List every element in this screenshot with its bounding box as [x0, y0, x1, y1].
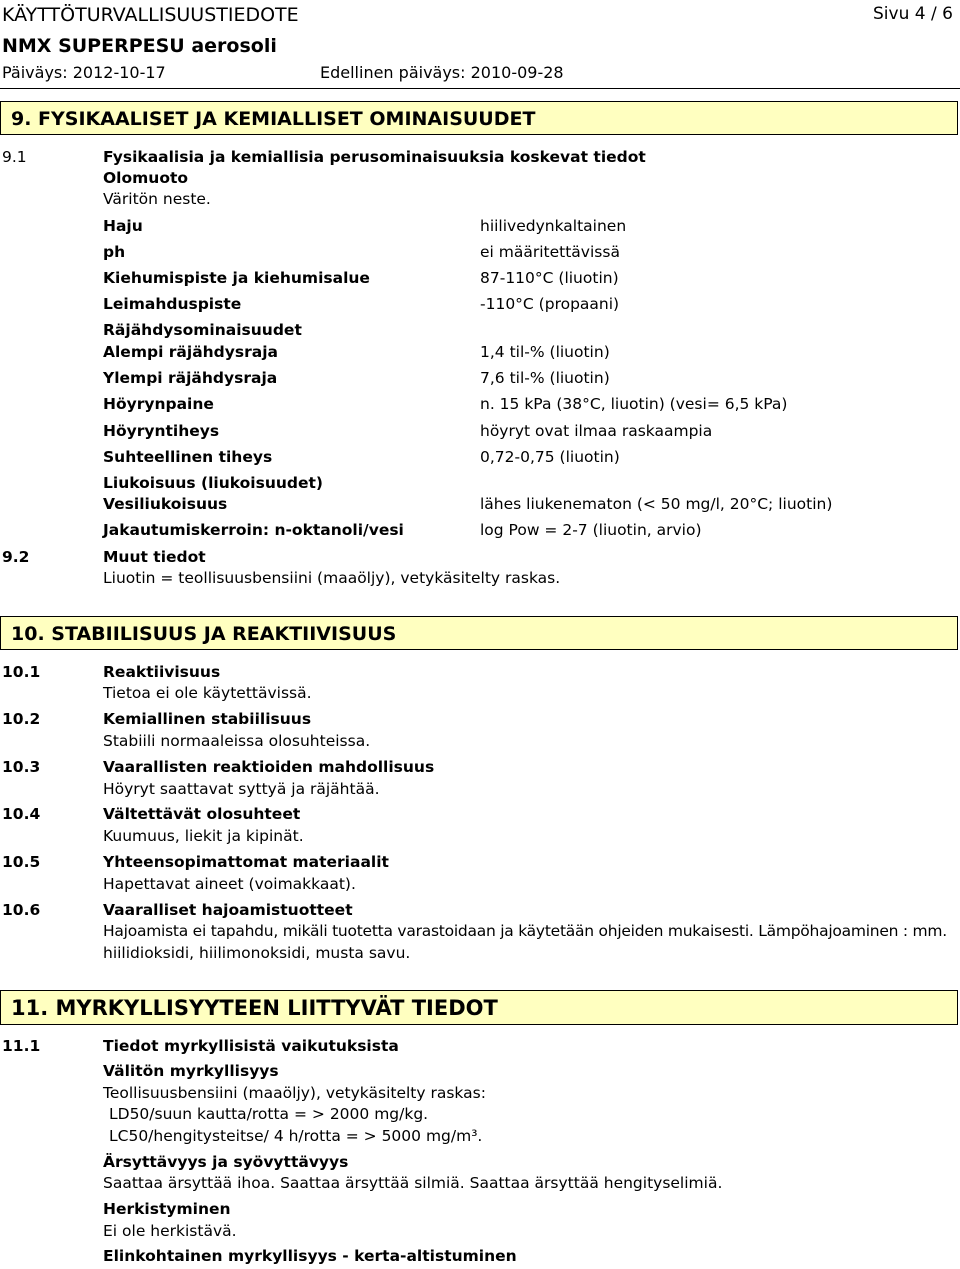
page-number: Sivu 4 / 6: [873, 4, 953, 24]
subsection-text: Hajoamista ei tapahdu, mikäli tuotetta varastoidaan ja käytetään ohjeiden mukaisesti. Lämpöhajoaminen : mm.: [103, 922, 947, 940]
header-divider: [0, 88, 960, 89]
prop-value: 1,4 til-% (liuotin): [480, 343, 610, 361]
sensitization-text: Ei ole herkistävä.: [103, 1222, 237, 1240]
prop-value: hiilivedynkaltainen: [480, 217, 627, 235]
prop-label: Jakautumiskerroin: n-oktanoli/vesi: [103, 521, 404, 539]
subsection-text: Tietoa ei ole käytettävissä.: [103, 684, 312, 702]
acute-toxicity-line: LC50/hengitysteitse/ 4 h/rotta = > 5000 mg/m³.: [109, 1127, 483, 1145]
sensitization-title: Herkistyminen: [103, 1200, 231, 1218]
subsection-title: Fysikaalisia ja kemiallisia perusominaisuuksia koskevat tiedot: [103, 148, 646, 166]
section-number: 10.1: [2, 663, 41, 681]
appearance-value: Väritön neste.: [103, 190, 211, 208]
section-10-heading: 10. STABIILISUUS JA REAKTIIVISUUS: [0, 616, 958, 650]
prop-label: Höyrynpaine: [103, 395, 214, 413]
subsection-title: Vaarallisten reaktioiden mahdollisuus: [103, 758, 435, 776]
subsection-title: Muut tiedot: [103, 548, 206, 566]
section-number: 10.4: [2, 805, 41, 823]
subsection-title: Tiedot myrkyllisistä vaikutuksista: [103, 1037, 399, 1055]
prop-label: ph: [103, 243, 126, 261]
acute-toxicity-line: Teollisuusbensiini (maaöljy), vetykäsitelty raskas:: [103, 1084, 486, 1102]
subsection-title: Vaaralliset hajoamistuotteet: [103, 901, 353, 919]
prop-label: Haju: [103, 217, 143, 235]
subsection-text-continued: hiilidioksidi, hiilimonoksidi, musta savu.: [103, 944, 411, 962]
other-info-text: Liuotin = teollisuusbensiini (maaöljy), vetykäsitelty raskas.: [103, 569, 561, 587]
section-number: 10.2: [2, 710, 41, 728]
irritation-title: Ärsyttävyys ja syövyttävyys: [103, 1153, 349, 1171]
subsection-title: Vältettävät olosuhteet: [103, 805, 301, 823]
appearance-label: Olomuoto: [103, 169, 189, 187]
prop-label: Alempi räjähdysraja: [103, 343, 278, 361]
prop-label: Vesiliukoisuus: [103, 495, 228, 513]
subsection-title: Kemiallinen stabiilisuus: [103, 710, 312, 728]
prop-label: Ylempi räjähdysraja: [103, 369, 278, 387]
prop-value: n. 15 kPa (38°C, liuotin) (vesi= 6,5 kPa): [480, 395, 788, 413]
section-11-heading: 11. MYRKYLLISYYTEEN LIITTYVÄT TIEDOT: [0, 990, 958, 1025]
product-name: NMX SUPERPESU aerosoli: [2, 35, 277, 57]
prop-value: -110°C (propaani): [480, 295, 620, 313]
section-number: 9.1: [2, 148, 27, 166]
subsection-text: Höyryt saattavat syttyä ja räjähtää.: [103, 780, 380, 798]
prop-value: 0,72-0,75 (liuotin): [480, 448, 620, 466]
prop-value: höyryt ovat ilmaa raskaampia: [480, 422, 713, 440]
section-number: 10.3: [2, 758, 41, 776]
prop-value: 87-110°C (liuotin): [480, 269, 619, 287]
subsection-text: Kuumuus, liekit ja kipinät.: [103, 827, 304, 845]
prop-label: Liukoisuus (liukoisuudet): [103, 474, 323, 492]
stot-title: Elinkohtainen myrkyllisyys - kerta-altistuminen: [103, 1247, 517, 1265]
prop-value: log Pow = 2-7 (liuotin, arvio): [480, 521, 702, 539]
prop-label: Höyryntiheys: [103, 422, 220, 440]
prop-label: Räjähdysominaisuudet: [103, 321, 302, 339]
subsection-text: Hapettavat aineet (voimakkaat).: [103, 875, 356, 893]
irritation-text: Saattaa ärsyttää ihoa. Saattaa ärsyttää silmiä. Saattaa ärsyttää hengityselimiä.: [103, 1174, 723, 1192]
prop-value: lähes liukenematon (< 50 mg/l, 20°C; liuotin): [480, 495, 833, 513]
subsection-title: Yhteensopimattomat materiaalit: [103, 853, 389, 871]
subsection-text: Stabiili normaaleissa olosuhteissa.: [103, 732, 371, 750]
section-number: 9.2: [2, 548, 30, 566]
prop-value: ei määritettävissä: [480, 243, 620, 261]
prop-value: 7,6 til-% (liuotin): [480, 369, 610, 387]
prop-label: Suhteellinen tiheys: [103, 448, 273, 466]
previous-date: Edellinen päiväys: 2010-09-28: [320, 63, 564, 82]
section-number: 11.1: [2, 1037, 41, 1055]
prop-label: Leimahduspiste: [103, 295, 242, 313]
section-number: 10.6: [2, 901, 41, 919]
section-number: 10.5: [2, 853, 41, 871]
prop-label: Kiehumispiste ja kiehumisalue: [103, 269, 370, 287]
acute-toxicity-line: LD50/suun kautta/rotta = > 2000 mg/kg.: [109, 1105, 429, 1123]
subsection-title: Reaktiivisuus: [103, 663, 221, 681]
acute-toxicity-title: Välitön myrkyllisyys: [103, 1062, 279, 1080]
section-9-heading: 9. FYSIKAALISET JA KEMIALLISET OMINAISUUDET: [0, 101, 958, 135]
document-title: KÄYTTÖTURVALLISUUSTIEDOTE: [2, 4, 299, 26]
issue-date: Päiväys: 2012-10-17: [2, 63, 166, 82]
